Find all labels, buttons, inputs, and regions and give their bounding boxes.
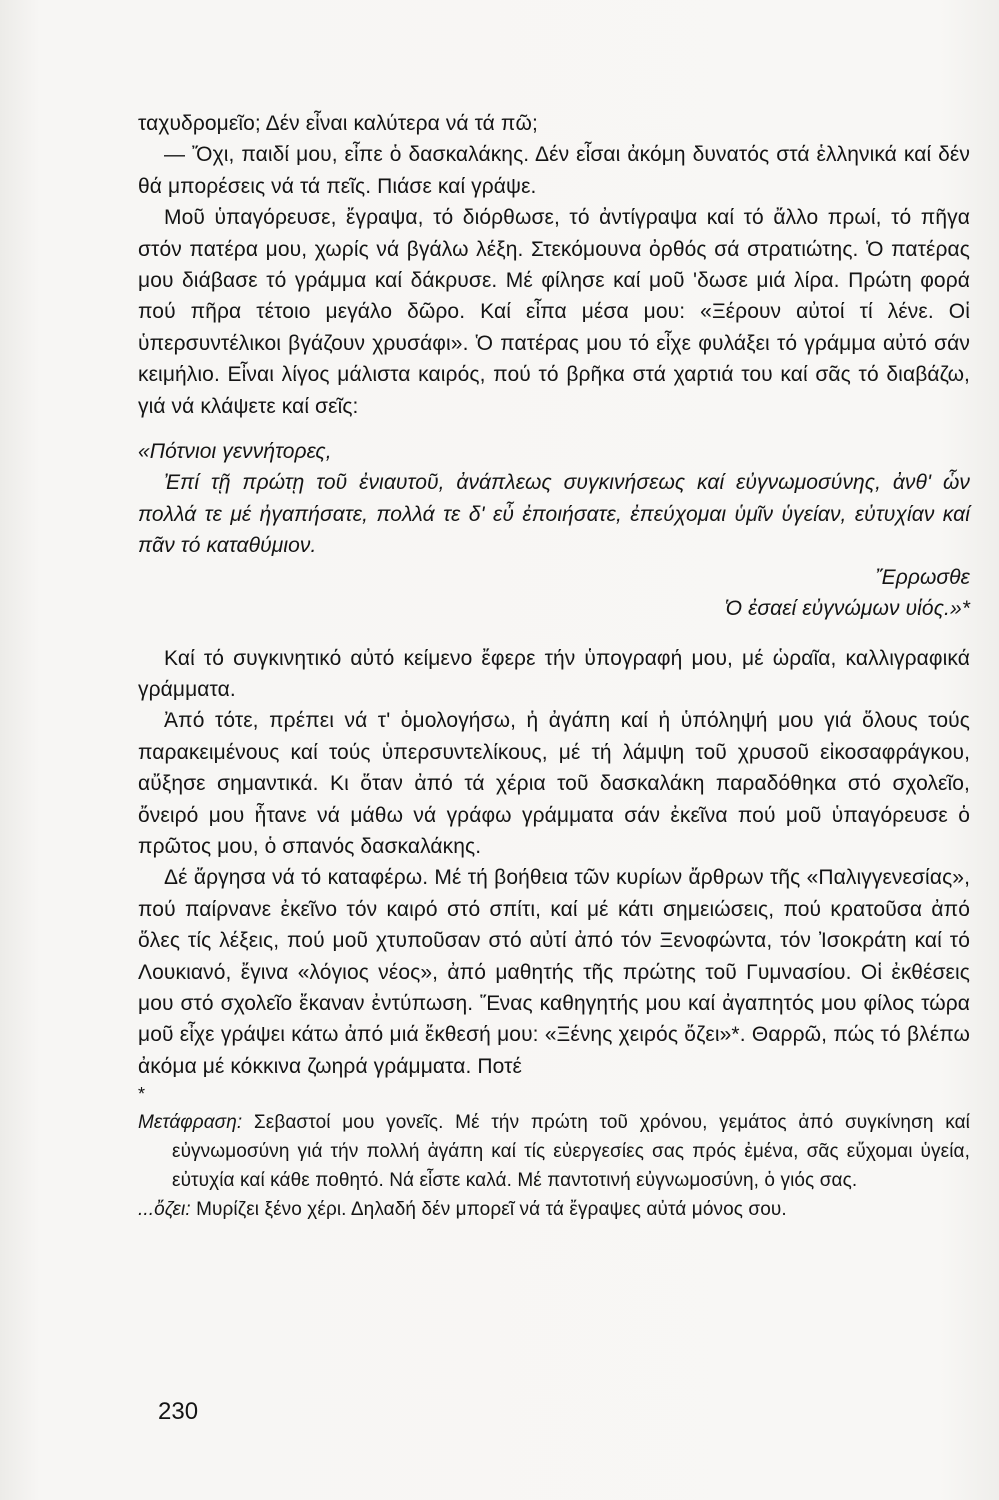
footnote-label: ...ὄζει: [138, 1199, 191, 1221]
letter-salutation: «Πότνιοι γεννήτορες, [138, 440, 332, 464]
main-text [138, 108, 970, 1224]
paragraph-5: Ἀπό τότε, πρέπει νά τ' ὁμολογήσω, ἡ ἀγάπη καί ἡ ὑπόληψή μου γιά ὅλους τούς παρακειμένους καί τούς ὑπερσυντελίκους, μέ τή λάμψη τοῦ χρυσοῦ εἰκοσαφράγκου, αὔξησε σημαντικά. Κι ὅταν ἀπό τά χέρια τοῦ δασκαλάκη παραδόθηκα στό σχολεῖο, ὄνειρό μου ἦτανε νά μάθω νά γράφω γράμματα σάν ἐκεῖνα πού μοῦ ὑπαγόρευσε ὁ πρῶτος μου, ὁ σπανός δασκαλάκης. [138, 709, 970, 858]
paragraph-6: Δέ ἄργησα νά τό καταφέρω. Μέ τή βοήθεια τῶν κυρίων ἄρθρων τῆς «Παλιγγενεσίας», πού παίρνανε ἐκεῖνο τόν καιρό στό σπίτι, καί μέ κάτι σημειώσεις, πού κρατοῦσα ἀπό ὅλες τίς λέξεις, πού μοῦ χτυποῦσαν στό αὐτί ἀπό τόν Ξενοφώντα, τόν Ἰσοκράτη καί τό Λουκιανό, ἔγινα «λόγιος νέος», ἀπό μαθητής τῆς πρώτης τοῦ Γυμνασίου. Οἱ ἐκθέσεις μου στό σχολεῖο ἔκαναν ἐντύπωση. Ἕνας καθηγητής μου καί ἀγαπητός μου φίλος τώρα μοῦ εἶχε γράψει κάτω ἀπό μιά ἔκθεσή μου: «Ξένης χειρός ὄζει»*. Θαρρῶ, πώς τό βλέπω ἀκόμα μέ κόκκινα ζωηρά γράμματα. Ποτέ [138, 866, 970, 1078]
letter-closing: Ἔρρωσθε [875, 565, 970, 589]
paragraph-1: ταχυδρομεῖο; Δέν εἶναι καλύτερα νά τά πῶ; [138, 112, 538, 135]
paragraph-3: Μοῦ ὑπαγόρευσε, ἔγραψα, τό διόρθωσε, τό ἀντίγραψα καί τό ἄλλο πρωί, τό πῆγα στόν πατέρα μου, χωρίς νά βγάλω λέξη. Στεκόμουνα ὀρθός σά στρατιώτης. Ὁ πατέρας μου διάβασε τό γράμμα καί δάκρυσε. Μέ φίλησε καί μοῦ 'δωσε μιά λίρα. Πρώτη φορά πού πῆρα τέτοιο μεγάλο δῶρο. Καί εἶπα μέσα μου: «Ξέρουν αὐτοί τί λένε. Οἱ ὑπερσυντέλικοι βγάζουν χρυσάφι». Ὁ πατέρας μου τό εἶχε φυλάξει τό γράμμα αὐτό σάν κειμήλιο. Εἶναι λίγος μάλιστα καιρός, πού τό βρῆκα στά χαρτιά του καί σᾶς τό διαβάζω, γιά νά κλάψετε καί σεῖς: [138, 206, 970, 418]
letter-body: Ἐπί τῇ πρώτῃ τοῦ ἐνιαυτοῦ, ἀνάπλεως συγκινήσεως καί εὐγνωμοσύνης, ἀνθ' ὧν πολλά τε μέ ἠγαπήσατε, πολλά τε δ' εὖ ἐποιήσατε, ἐπεύχομαι ὑμῖν ὑγείαν, εὐτυχίαν καί πᾶν τό καταθύμιον. [138, 471, 970, 558]
paragraph-4: Καί τό συγκινητικό αὐτό κείμενο ἔφερε τήν ὑπογραφή μου, μέ ὡραῖα, καλλιγραφικά γράμματα. [138, 646, 970, 701]
footnote-translation [138, 1108, 970, 1195]
footnote-separator: * [138, 1084, 146, 1105]
footnote-label: Μετάφραση: [138, 1112, 243, 1134]
footnotes [138, 1108, 970, 1224]
page-number: 230 [158, 1398, 199, 1425]
footnote-ozei [138, 1195, 970, 1224]
letter-signature: Ὁ ἐσαεί εὐγνώμων υἱός.»* [724, 597, 970, 621]
text-after-letter [138, 643, 970, 1083]
quoted-letter [138, 436, 970, 624]
footnote-text: Μυρίζει ξένο χέρι. Δηλαδή δέν μπορεῖ νά τά ἔγραψες αὐτά μόνος σου. [190, 1199, 787, 1221]
footnote-text: Σεβαστοί μου γονεῖς. Μέ τήν πρώτη τοῦ χρόνου, γεμάτος ἀπό συγκίνηση καί εὐγνωμοσύνη γιά τήν πολλή ἀγάπη καί τίς εὐεργεσίες σας πρός ἐμένα, σᾶς εὔχομαι ὑγεία, εὐτυχία καί κάθε ποθητό. Νά εἶστε καλά. Μέ παντοτινή εὐγνωμοσύνη, ὁ γιός σας. [172, 1112, 970, 1192]
paragraph-2: — Ὄχι, παιδί μου, εἶπε ὁ δασκαλάκης. Δέν εἶσαι ἀκόμη δυνατός στά ἑλληνικά καί δέν θά μπορέσεις νά τά πεῖς. Πιάσε καί γράψε. [138, 143, 970, 198]
